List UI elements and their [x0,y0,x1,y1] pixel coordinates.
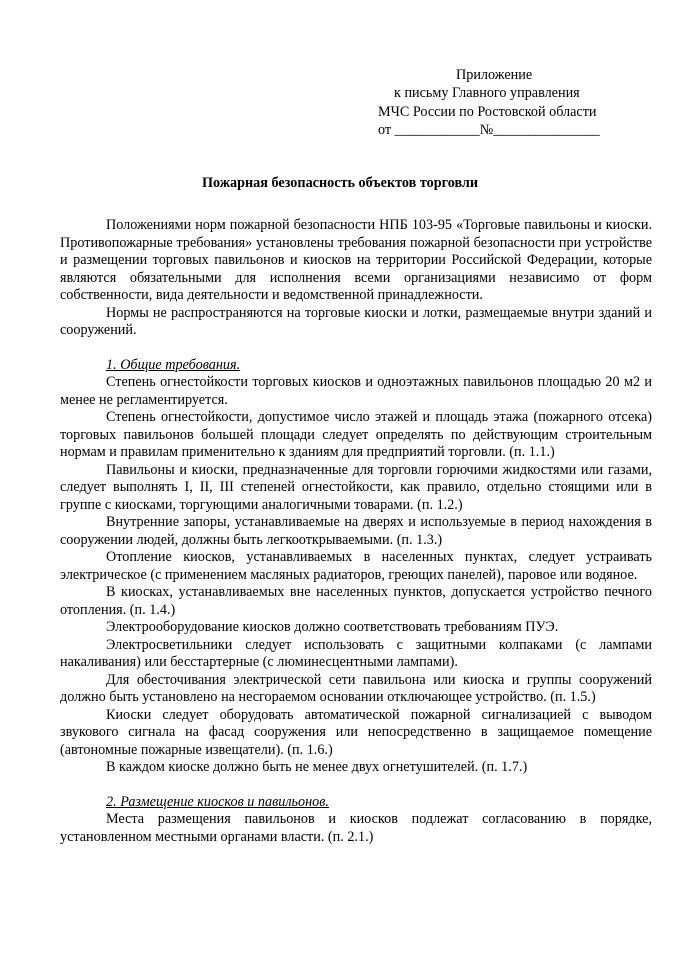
section-heading: 1. Общие требования. [106,356,241,373]
body-paragraph: Павильоны и киоски, предназначенные для торговли горючими жидкостями или газами, следует выполнять I, II, III степеней огнестойкости, как правило, отдельно стоящими или в группе с киосками, торгующими аналогичными товарами. (п. 1.2.) [60,461,652,513]
document-body [60,217,652,846]
body-paragraph: Электросветильники следует использовать с защитными колпаками (с лампами накаливания) или бесстартерные (с люминесцентными лампами). [60,636,652,670]
body-paragraph: Степень огнестойкости торговых киосков и одноэтажных павильонов площадью 20 м2 и менее не регламентируется. [60,374,652,408]
body-paragraph: Электрооборудование киосков должно соответствовать требованиям ПУЭ. [106,619,559,635]
body-paragraph: Киоски следует оборудовать автоматической пожарной сигнализацией с выводом звукового сигнала на фасад сооружения или непосредственно в защищаемое помещение (автономные пожарные извещатели). (п. 1.6.) [60,706,652,758]
body-paragraph: Места размещения павильонов и киосков подлежат согласованию в порядке, установленном местными органами власти. (п. 2.1.) [60,811,652,845]
letter-attachment-header [378,66,628,140]
body-paragraph: В киосках, устанавливаемых вне населенных пунктов, допускается устройство печного отопления. (п. 1.4.) [60,584,652,618]
section-heading: 2. Размещение киосков и павильонов. [106,793,329,810]
document-title: Пожарная безопасность объектов торговли [201,175,479,191]
header-line-date-number: от ____________№_______________ [378,122,600,139]
body-paragraph: Степень огнестойкости, допустимое число этажей и площадь этажа (пожарного отсека) торговых павильонов большей площади следует определять по действующим строительным нормам и правилам применительно к зданиям для предприятий торговли. (п. 1.1.) [60,409,652,460]
header-line-letter: к письму Главного управления [394,85,580,102]
body-paragraph: Отопление киосков, устанавливаемых в населенных пунктах, следует устраивать электрическое (с применением масляных радиаторов, греющих панелей), паровое или водяное. [60,549,652,583]
header-line-attachment: Приложение [456,67,533,83]
body-paragraph: Нормы не распространяются на торговые киоски и лотки, размещаемые внутри зданий и сооружений. [60,304,652,338]
header-line-authority: МЧС России по Ростовской области [378,103,597,120]
body-paragraph: Для обесточивания электрической сети павильона или киоска и группы сооружений должно быть установлено на несгораемом основании отключающее устройство. (п. 1.5.) [60,671,652,705]
body-paragraph: В каждом киоске должно быть не менее двух огнетушителей. (п. 1.7.) [106,759,528,775]
body-paragraph: Положениями норм пожарной безопасности НПБ 103-95 «Торговые павильоны и киоски. Противопожарные требования» установлены требования пожарной безопасности при устройстве и размещении торговых павильонов и киосков на территории Российской Федерации, которые являются обязательными для исполнения всеми организациями независимо от форм собственности, вида деятельности и ведомственной принадлежности. [60,217,652,303]
body-paragraph: Внутренние запоры, устанавливаемые на дверях и используемые в период нахождения в сооружении людей, должны быть легкооткрываемыми. (п. 1.3.) [60,514,652,548]
